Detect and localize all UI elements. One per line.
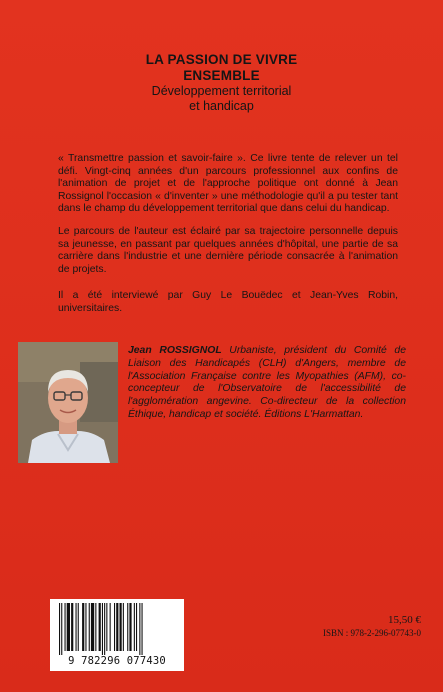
barcode-digits: 9 782296 077430 bbox=[68, 655, 166, 667]
author-bio-text: Urbaniste, président du Comité de Liaison des Handicapés (CLH) d'Angers, membre de l'Association Française contre les Myopathies (AFM), co-concepteur de l'Observatoire de l'accessibilité de l'agglomération angevine. Co-directeur de la collection Éthique, handicap et société. Éditions L'Harmattan. bbox=[128, 345, 406, 420]
book-title-line-2: ENSEMBLE bbox=[183, 68, 260, 83]
blurb-paragraph-1: « Transmettre passion et savoir-faire ». Ce livre tente de relever un tel défi. Vingt-cinq années d'un parcours professionnel aux confins de l'animation de projet et de l'approche politique ont donné à Jean Rossignol l'occasion « d'inventer » une méthodologie qu'il a pu tester tant dans le champ du développement territorial que dans celui du handicap. bbox=[58, 153, 398, 215]
blurb-paragraph-2: Le parcours de l'auteur est éclairé par sa trajectoire personnelle depuis sa jeunesse, en passant par quelques années d'hôpital, une partie de sa carrière dans l'industrie et une dernière période consacrée à l'animation de projets. bbox=[58, 226, 398, 275]
book-title-line-1: LA PASSION DE VIVRE bbox=[145, 52, 298, 67]
author-portrait-icon bbox=[18, 342, 118, 463]
book-subtitle-line-2: et handicap bbox=[189, 99, 254, 113]
blurb-paragraph-3: Il a été interviewé par Guy Le Bouëdec et Jean-Yves Robin, universitaires. bbox=[58, 290, 398, 314]
author-name: Jean ROSSIGNOL bbox=[128, 345, 222, 356]
title-block bbox=[0, 52, 443, 114]
price: 15,50 € bbox=[388, 614, 421, 626]
author-bio bbox=[128, 345, 406, 422]
author-photo bbox=[18, 342, 118, 463]
barcode bbox=[50, 599, 184, 671]
book-subtitle-line-1: Développement territorial bbox=[151, 84, 292, 98]
isbn: ISBN : 978-2-296-07743-0 bbox=[323, 628, 421, 638]
barcode-bars-icon bbox=[59, 603, 175, 655]
